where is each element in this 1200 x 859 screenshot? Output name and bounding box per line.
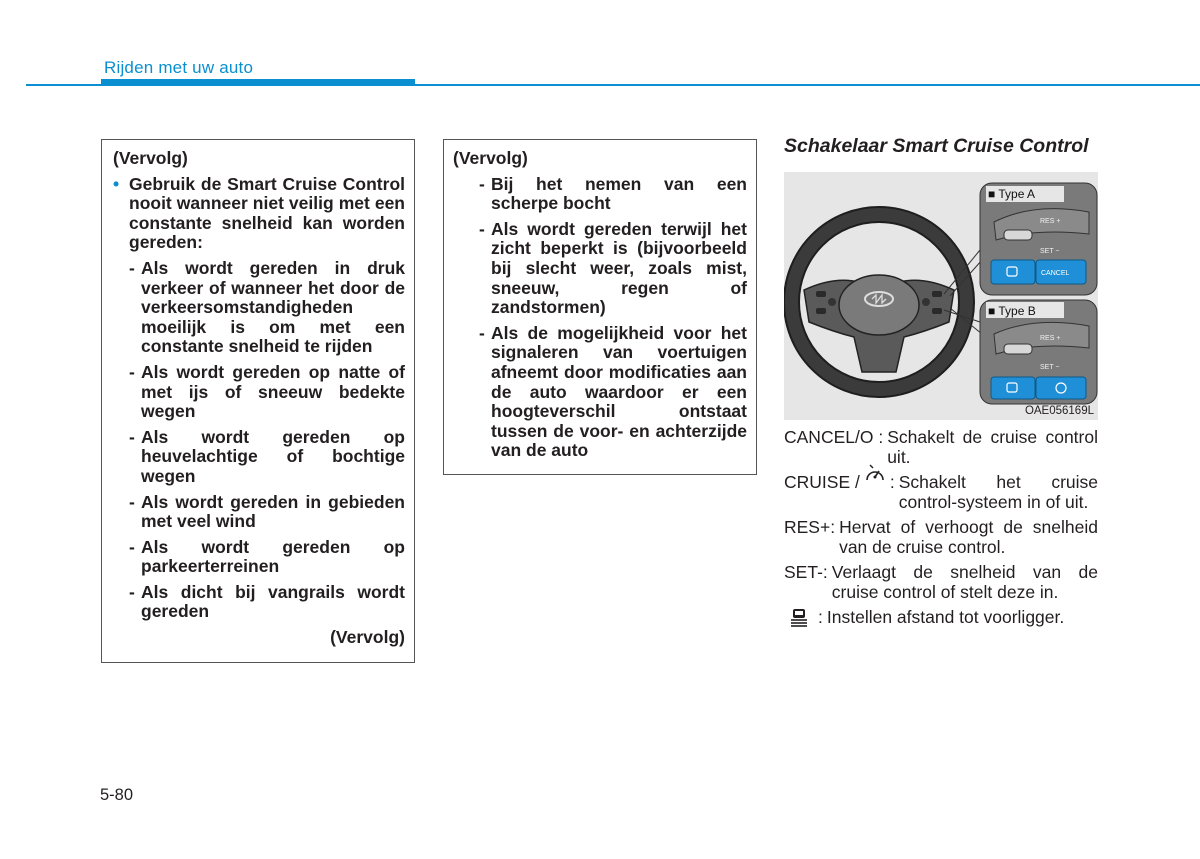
- definition-term: SET-:: [784, 562, 828, 582]
- dash-item-text: Als wordt gereden op parkeerterreinen: [141, 536, 405, 577]
- definition-term: CANCEL/O :: [784, 427, 884, 447]
- definition-set: [784, 562, 1098, 602]
- type-b-label: ■ Type B: [988, 304, 1036, 318]
- definition-desc: Schakelt de cruise control uit.: [887, 427, 1098, 467]
- definition-cruise: [784, 472, 1098, 512]
- steering-wheel-figure: [784, 172, 1098, 420]
- cancel-label: CANCEL: [1041, 270, 1070, 277]
- res-label: RES +: [1040, 335, 1061, 342]
- definitions-list: [784, 427, 1098, 632]
- definition-sep: :: [889, 472, 895, 492]
- steering-wheel-illustration: [784, 172, 1098, 420]
- dash-item: - Als wordt gereden terwijl het zicht beperkt is (bijvoorbeeld bij slecht weer, zoals mist, sneeuw, regen of zandstormen): [479, 218, 747, 318]
- continued-label-bottom: (Vervolg): [330, 627, 405, 648]
- figure-code: OAE056169L: [1024, 405, 1094, 417]
- set-label: SET −: [1040, 364, 1060, 371]
- dash-item: - Als dicht bij vangrails wordt gereden: [129, 581, 405, 622]
- section-title: Schakelaar Smart Cruise Control: [784, 135, 1089, 157]
- warning-box-2: [443, 139, 757, 475]
- definition-desc: Schakelt het cruise control-systeem in of uit.: [898, 472, 1098, 512]
- cruise-speedometer-icon: [864, 464, 886, 484]
- dash-item-text: Als wordt gereden op heuvelachtige of bochtige wegen: [141, 426, 405, 486]
- dash-item: - Als wordt gereden in druk verkeer of wanneer het door de verkeersomstandigheden moeilijk is om met een constante snelheid te rijden: [129, 257, 405, 357]
- bullet-text: Gebruik de Smart Cruise Control nooit wanneer niet veilig met een constante snelheid kan worden gereden:: [129, 173, 405, 253]
- bullet-item: [113, 175, 405, 253]
- page-number: 5-80: [100, 786, 134, 804]
- dash-item-text: Als dicht bij vangrails wordt gereden: [141, 581, 405, 622]
- definition-term: RES+:: [784, 517, 836, 537]
- distance-setting-icon: [788, 607, 810, 627]
- section-header-title: Rijden met uw auto: [104, 58, 254, 77]
- definition-sep: :: [818, 607, 823, 627]
- dash-item: - Als wordt gereden op natte of met ijs of sneeuw bedekte wegen: [129, 361, 405, 422]
- dash-item: - Als wordt gereden op heuvelachtige of bochtige wegen: [129, 426, 405, 486]
- dash-item: - Bij het nemen van een scherpe bocht: [479, 173, 747, 214]
- definition-desc: Verlaagt de snelheid van de cruise control of stelt deze in.: [831, 562, 1098, 602]
- dash-item-text: Als wordt gereden terwijl het zicht beperkt is (bijvoorbeeld bij slecht weer, zoals mist, sneeuw, regen of zandstormen): [491, 218, 747, 318]
- continued-label-top: (Vervolg): [453, 148, 528, 168]
- steering-wheel-icon: [784, 207, 974, 397]
- type-a-switch-panel: [980, 183, 1097, 295]
- dash-item: - Als de mogelijkheid voor het signaleren van voertuigen afneemt door modificaties aan de auto waardoor er een hoogteverschil ontstaat tussen de voor- en achterzijde van de auto: [479, 322, 747, 461]
- dash-item-text: Als wordt gereden in druk verkeer of wanneer het door de verkeersomstandigheden moeilijk is om met een constante snelheid te rijden: [141, 257, 405, 357]
- set-label: SET −: [1040, 248, 1060, 255]
- warning-box-1: [101, 139, 415, 663]
- continued-label-top: (Vervolg): [113, 148, 188, 168]
- definition-term: CRUISE /: [784, 472, 860, 492]
- definition-desc: Instellen afstand tot voorligger.: [826, 607, 1065, 627]
- header-rule: [26, 84, 1200, 86]
- res-label: RES +: [1040, 218, 1061, 225]
- dash-item-text: Als wordt gereden op natte of met ijs of sneeuw bedekte wegen: [141, 361, 405, 422]
- dash-item: - Als wordt gereden in gebieden met veel wind: [129, 491, 405, 532]
- type-a-label: ■ Type A: [988, 187, 1036, 201]
- dash-item-text: Bij het nemen van een scherpe bocht: [491, 173, 747, 214]
- definition-res: [784, 517, 1098, 557]
- dash-item: - Als wordt gereden op parkeerterreinen: [129, 536, 405, 577]
- definition-distance: [784, 607, 1098, 627]
- dash-item-text: Als wordt gereden in gebieden met veel wind: [141, 491, 405, 532]
- dash-item-text: Als de mogelijkheid voor het signaleren van voertuigen afneemt door modificaties aan de auto waardoor er een hoogteverschil ontstaat tussen de voor- en achterzijde van de auto: [491, 322, 747, 461]
- definition-desc: Hervat of verhoogt de snelheid van de cruise control.: [839, 517, 1098, 557]
- definition-cancel: [784, 427, 1098, 467]
- type-b-switch-panel: [980, 300, 1097, 404]
- bullet-dot-icon: •: [113, 173, 120, 194]
